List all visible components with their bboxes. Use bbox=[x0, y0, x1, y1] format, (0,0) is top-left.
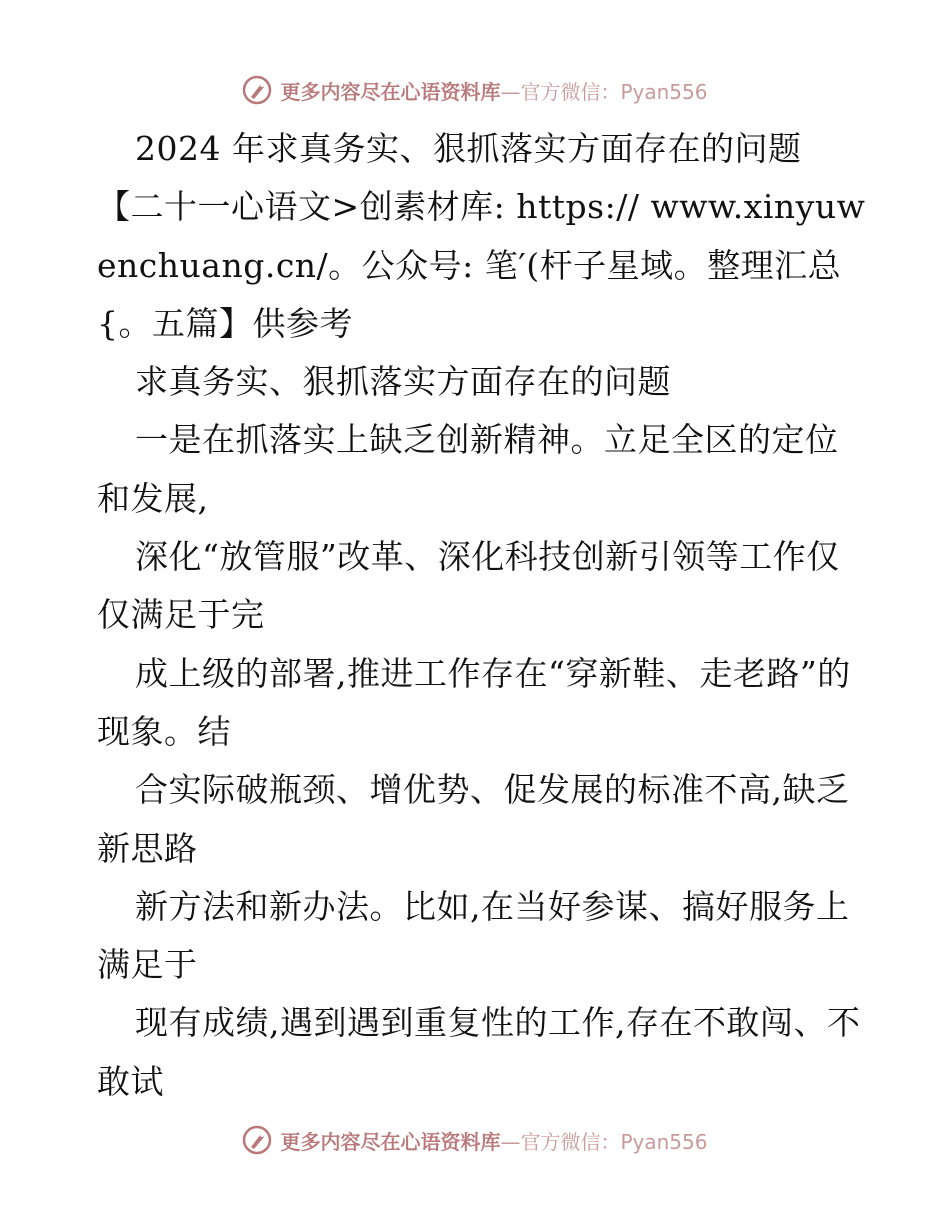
footer-banner-strong: 更多内容尽在心语资料库 bbox=[280, 1129, 501, 1154]
header-banner bbox=[0, 70, 950, 110]
body-paragraph: 现有成绩,遇到遇到重复性的工作,存在不敢闯、不敢试 bbox=[97, 1003, 861, 1101]
pen-nib-logo-icon bbox=[242, 1125, 272, 1155]
footer-banner-rest: —官方微信：Pyan556 bbox=[500, 1129, 708, 1154]
footer-banner-text bbox=[280, 1126, 707, 1155]
footer-banner bbox=[0, 1120, 950, 1160]
body-paragraph: 新方法和新办法。比如,在当好参谋、搞好服务上满足于 bbox=[97, 886, 850, 985]
body-paragraph: 一是在抓落实上缺乏创新精神。立足全区的定位和发展, bbox=[97, 420, 839, 518]
document-body bbox=[97, 120, 867, 1111]
body-paragraph: 合实际破瓶颈、增优势、促发展的标准不高,缺乏新思路 bbox=[97, 770, 850, 868]
body-paragraph: 成上级的部署,推进工作存在“穿新鞋、走老路”的现象。结 bbox=[97, 653, 851, 751]
document-title: 2024 年求真务实、狠抓落实方面存在的问题【二十一心语文>创素材库: https:// www.xinyuwenchuang.cn/。公众号: 笔′(杆子星域。整理汇总{。五篇】供参考 bbox=[97, 129, 866, 343]
body-paragraph: 深化“放管服”改革、深化科技创新引领等工作仅仅满足于完 bbox=[97, 537, 840, 635]
pen-nib-logo-icon bbox=[242, 75, 272, 105]
header-banner-rest: —官方微信：Pyan556 bbox=[500, 79, 708, 104]
section-heading: 求真务实、狠抓落实方面存在的问题 bbox=[135, 362, 671, 402]
header-banner-strong: 更多内容尽在心语资料库 bbox=[280, 79, 501, 104]
header-banner-text bbox=[280, 76, 707, 105]
